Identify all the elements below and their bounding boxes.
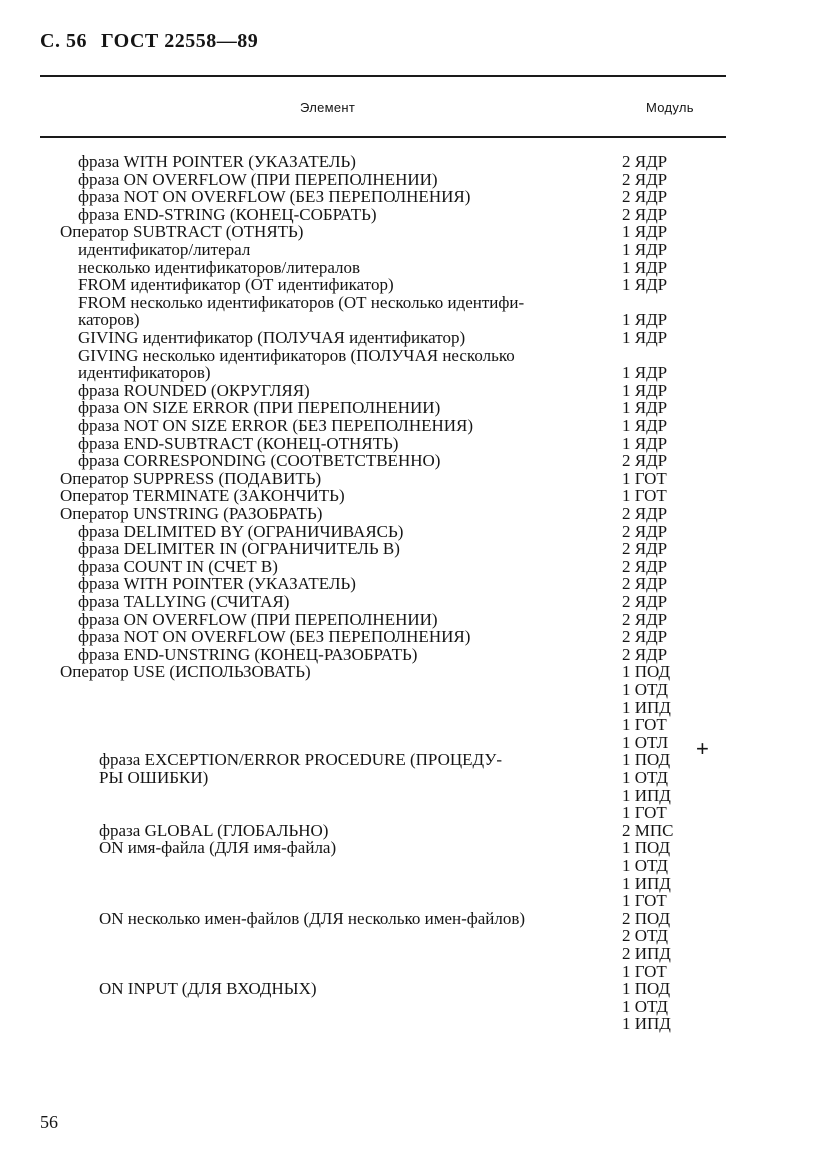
element-text: Оператор TERMINATE (ЗАКОНЧИТЬ) — [60, 486, 345, 506]
element-text: фраза CORRESPONDING (СООТВЕТСТВЕННО) — [78, 451, 441, 471]
module-code: 2 ЯДР — [622, 592, 668, 611]
module-code: 1 ГОТ — [622, 486, 667, 506]
module-code: 1 ИПД — [622, 785, 671, 805]
table-row — [0, 558, 827, 576]
module-code: 2 ЯДР — [622, 451, 668, 471]
element-text: идентификатор/литерал — [78, 240, 251, 259]
element-text: фраза END-UNSTRING (КОНЕЦ-РАЗОБРАТЬ) — [78, 644, 418, 664]
element-text: ON имя-файла (ДЛЯ имя-файла) — [99, 838, 337, 858]
table-row — [0, 487, 827, 505]
module-code: 2 ЯДР — [622, 539, 668, 559]
module-code: 1 ГОТ — [622, 468, 667, 488]
element-text: фраза END-SUBTRACT (КОНЕЦ-ОТНЯТЬ) — [78, 433, 399, 453]
table-row — [0, 259, 827, 277]
module-code: 2 МПС — [622, 820, 674, 840]
element-text: фраза ON OVERFLOW (ПРИ ПЕРЕПОЛНЕНИИ) — [78, 609, 438, 629]
table-row — [0, 857, 827, 875]
table-row — [0, 892, 827, 910]
module-code: 1 ЯДР — [622, 257, 668, 277]
header-rule-top — [40, 75, 726, 77]
module-code: 1 ИПД — [622, 873, 671, 893]
element-text: фраза ON OVERFLOW (ПРИ ПЕРЕПОЛНЕНИИ) — [78, 169, 438, 189]
element-table — [0, 153, 827, 1053]
table-row — [0, 540, 827, 558]
table-row — [0, 241, 827, 259]
element-text: Оператор USE (ИСПОЛЬЗОВАТЬ) — [60, 662, 311, 682]
table-row — [0, 787, 827, 805]
module-code: 2 ЯДР — [622, 574, 668, 594]
module-code: 2 ЯДР — [622, 187, 668, 207]
element-text: фраза DELIMITER IN (ОГРАНИЧИТЕЛЬ В) — [78, 539, 400, 559]
table-row — [0, 910, 827, 928]
element-text: фраза ON SIZE ERROR (ПРИ ПЕРЕПОЛНЕНИИ) — [78, 398, 441, 418]
element-text: ON INPUT (ДЛЯ ВХОДНЫХ) — [99, 979, 317, 999]
module-code: 1 ОТД — [622, 856, 668, 875]
page-label: С. 56 — [40, 30, 87, 52]
module-code: 1 ГОТ — [622, 961, 667, 981]
table-row — [0, 294, 827, 312]
module-code: 2 ЯДР — [622, 644, 668, 664]
table-row — [0, 998, 827, 1016]
module-code: 2 ИПД — [622, 944, 671, 963]
doc-label: ГОСТ 22558—89 — [100, 30, 259, 52]
module-code: 2 ЯДР — [622, 169, 668, 189]
column-header-module: Модуль — [646, 100, 694, 115]
module-code: 2 ОТД — [622, 926, 668, 946]
element-text: идентификаторов) — [78, 363, 211, 383]
module-code: 2 ЯДР — [622, 521, 668, 541]
table-row — [0, 523, 827, 541]
table-row — [0, 452, 827, 470]
module-code: 1 ПОД — [622, 979, 671, 999]
table-row — [0, 206, 827, 224]
module-code: 1 ЯДР — [622, 380, 668, 400]
table-row — [0, 593, 827, 611]
module-code: 1 ПОД — [622, 838, 671, 858]
module-code: 1 ГОТ — [622, 803, 667, 823]
element-text: Оператор SUBTRACT (ОТНЯТЬ) — [60, 222, 304, 242]
table-row — [0, 839, 827, 857]
element-text: РЫ ОШИБКИ) — [99, 768, 209, 787]
module-code: 1 ОТЛ — [622, 732, 669, 752]
module-code: 1 ЯДР — [622, 328, 668, 347]
element-text: Оператор SUPPRESS (ПОДАВИТЬ) — [60, 468, 322, 488]
element-text: фраза WITH POINTER (УКАЗАТЕЛЬ) — [78, 574, 356, 594]
table-row — [0, 329, 827, 347]
table-row — [0, 1015, 827, 1033]
module-code: 1 ЯДР — [622, 416, 668, 435]
module-code: 1 ОТД — [622, 768, 668, 787]
table-row — [0, 382, 827, 400]
module-code: 2 ЯДР — [622, 504, 668, 523]
module-code: 2 ПОД — [622, 908, 671, 928]
table-row — [0, 716, 827, 734]
table-row — [0, 399, 827, 417]
table-row — [0, 417, 827, 435]
table-row — [0, 347, 827, 365]
table-row — [0, 822, 827, 840]
module-code: 1 ГОТ — [622, 891, 667, 911]
module-code: 2 ЯДР — [622, 204, 668, 224]
table-row — [0, 663, 827, 681]
element-text: фраза GLOBAL (ГЛОБАЛЬНО) — [99, 820, 329, 840]
table-row — [0, 769, 827, 787]
table-row — [0, 963, 827, 981]
element-text: фраза NOT ON OVERFLOW (БЕЗ ПЕРЕПОЛНЕНИЯ) — [78, 187, 471, 207]
module-code: 2 ЯДР — [622, 609, 668, 629]
module-code: 2 ЯДР — [622, 152, 668, 171]
page-header — [40, 30, 258, 53]
module-code: 1 ЯДР — [622, 363, 668, 383]
margin-plus-mark: + — [696, 736, 709, 761]
element-text: фраза NOT ON SIZE ERROR (БЕЗ ПЕРЕПОЛНЕНИЯ) — [78, 416, 474, 435]
element-text: GIVING несколько идентификаторов (ПОЛУЧАЯ несколько — [78, 345, 515, 365]
module-code: 1 ОТД — [622, 996, 668, 1016]
element-text: фраза WITH POINTER (УКАЗАТЕЛЬ) — [78, 152, 356, 171]
element-text: фраза EXCEPTION/ERROR PROCEDURE (ПРОЦЕДУ- — [99, 750, 503, 770]
table-row — [0, 364, 827, 382]
module-code: 2 ЯДР — [622, 627, 668, 647]
module-code: 2 ЯДР — [622, 556, 668, 576]
module-code: 1 ПОД — [622, 662, 671, 682]
table-row — [0, 575, 827, 593]
element-text: каторов) — [78, 310, 140, 330]
table-row — [0, 311, 827, 329]
table-row — [0, 505, 827, 523]
element-text: фраза END-STRING (КОНЕЦ-СОБРАТЬ) — [78, 204, 377, 224]
table-row — [0, 153, 827, 171]
table-row — [0, 276, 827, 294]
module-code: 1 ЯДР — [622, 433, 668, 453]
element-text: фраза TALLYING (СЧИТАЯ) — [78, 592, 290, 611]
element-text: FROM идентификатор (ОТ идентификатор) — [78, 275, 394, 295]
module-code: 1 ЯДР — [622, 222, 668, 242]
table-row — [0, 875, 827, 893]
table-row — [0, 188, 827, 206]
module-code: 1 ОТД — [622, 680, 668, 699]
table-row — [0, 470, 827, 488]
element-text: несколько идентификаторов/литералов — [78, 257, 361, 277]
table-row — [0, 945, 827, 963]
element-text: фраза NOT ON OVERFLOW (БЕЗ ПЕРЕПОЛНЕНИЯ) — [78, 627, 471, 647]
module-code: 1 ПОД — [622, 750, 671, 770]
table-row — [0, 681, 827, 699]
element-text: Оператор UNSTRING (РАЗОБРАТЬ) — [60, 504, 323, 523]
table-row — [0, 699, 827, 717]
module-code: 1 ИПД — [622, 697, 671, 717]
module-code: 1 ЯДР — [622, 310, 668, 330]
table-row — [0, 646, 827, 664]
table-row — [0, 628, 827, 646]
element-text: фраза ROUNDED (ОКРУГЛЯЯ) — [78, 380, 310, 400]
page-number: 56 — [40, 1112, 58, 1132]
table-row — [0, 223, 827, 241]
module-code: 1 ЯДР — [622, 275, 668, 295]
element-text: FROM несколько идентификаторов (ОТ несколько идентифи- — [78, 292, 525, 312]
module-code: 1 ГОТ — [622, 715, 667, 735]
table-row — [0, 171, 827, 189]
header-rule-bottom — [40, 136, 726, 138]
module-code: 1 ИПД — [622, 1014, 671, 1034]
table-row — [0, 435, 827, 453]
table-row — [0, 804, 827, 822]
module-code: 1 ЯДР — [622, 240, 668, 259]
table-row — [0, 611, 827, 629]
element-text: фраза COUNT IN (СЧЕТ В) — [78, 556, 278, 576]
table-row — [0, 980, 827, 998]
table-row — [0, 927, 827, 945]
column-header-element: Элемент — [300, 100, 356, 115]
element-text: GIVING идентификатор (ПОЛУЧАЯ идентификатор) — [78, 328, 466, 347]
element-text: ON несколько имен-файлов (ДЛЯ несколько имен-файлов) — [99, 908, 526, 928]
module-code: 1 ЯДР — [622, 398, 668, 418]
element-text: фраза DELIMITED BY (ОГРАНИЧИВАЯСЬ) — [78, 521, 404, 541]
